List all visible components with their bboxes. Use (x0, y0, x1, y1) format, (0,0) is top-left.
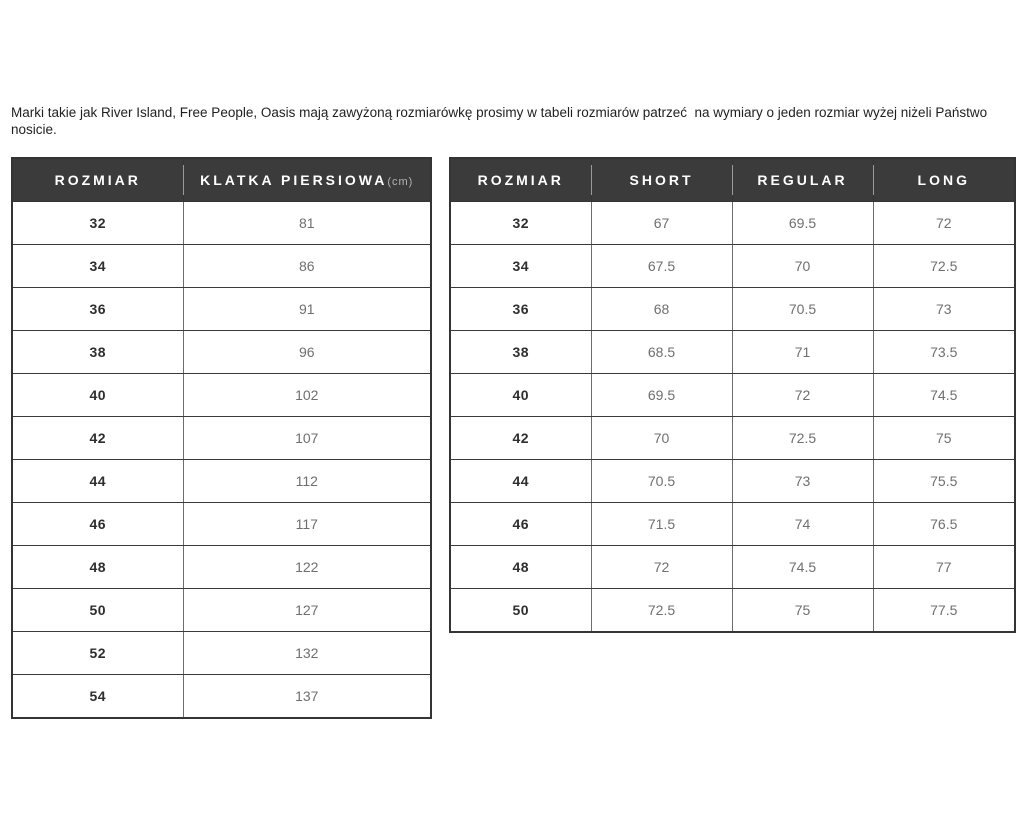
table-row (12, 460, 431, 503)
table-row (450, 245, 1015, 288)
chest-cell: 137 (183, 675, 431, 719)
table-row (12, 202, 431, 245)
header-short: SHORT (591, 158, 732, 202)
table-row (450, 460, 1015, 503)
regular-cell: 71 (732, 331, 873, 374)
chest-cell: 107 (183, 417, 431, 460)
length-table (449, 157, 1016, 633)
header-rozmiar: ROZMIAR (450, 158, 591, 202)
chest-cell: 102 (183, 374, 431, 417)
table-row (12, 589, 431, 632)
size-cell: 38 (450, 331, 591, 374)
chest-cell: 96 (183, 331, 431, 374)
long-cell: 77.5 (873, 589, 1015, 633)
size-cell: 42 (12, 417, 183, 460)
size-cell: 48 (12, 546, 183, 589)
short-cell: 69.5 (591, 374, 732, 417)
regular-cell: 69.5 (732, 202, 873, 245)
table-row (12, 288, 431, 331)
size-cell: 40 (12, 374, 183, 417)
header-long: LONG (873, 158, 1015, 202)
chest-cell: 127 (183, 589, 431, 632)
long-cell: 72.5 (873, 245, 1015, 288)
regular-cell: 74 (732, 503, 873, 546)
chest-cell: 117 (183, 503, 431, 546)
chest-cell: 91 (183, 288, 431, 331)
header-regular: REGULAR (732, 158, 873, 202)
size-cell: 54 (12, 675, 183, 719)
long-cell: 77 (873, 546, 1015, 589)
size-cell: 36 (450, 288, 591, 331)
short-cell: 70.5 (591, 460, 732, 503)
short-cell: 72.5 (591, 589, 732, 633)
regular-cell: 74.5 (732, 546, 873, 589)
table-row (12, 374, 431, 417)
table-row (12, 331, 431, 374)
short-cell: 70 (591, 417, 732, 460)
size-cell: 34 (450, 245, 591, 288)
size-chest-table (11, 157, 432, 719)
size-cell: 42 (450, 417, 591, 460)
table-row (450, 202, 1015, 245)
header-klatka-piersiowa (183, 158, 431, 202)
regular-cell: 72.5 (732, 417, 873, 460)
table-row (450, 331, 1015, 374)
regular-cell: 72 (732, 374, 873, 417)
short-cell: 68 (591, 288, 732, 331)
header-cm-unit: (cm) (387, 176, 414, 188)
chest-cell: 81 (183, 202, 431, 245)
header-klatka-piersiowa-label: KLATKA PIERSIOWA (200, 172, 388, 188)
table-header-row (450, 158, 1015, 202)
regular-cell: 70 (732, 245, 873, 288)
table-row (450, 288, 1015, 331)
table-row (12, 417, 431, 460)
table-row (12, 632, 431, 675)
table-row (12, 245, 431, 288)
header-rozmiar: ROZMIAR (12, 158, 183, 202)
chest-cell: 86 (183, 245, 431, 288)
regular-cell: 70.5 (732, 288, 873, 331)
long-cell: 73.5 (873, 331, 1015, 374)
short-cell: 67.5 (591, 245, 732, 288)
table-row (450, 546, 1015, 589)
table-row (12, 546, 431, 589)
table-row (450, 417, 1015, 460)
size-cell: 50 (450, 589, 591, 633)
chest-cell: 132 (183, 632, 431, 675)
regular-cell: 73 (732, 460, 873, 503)
sizing-note: Marki takie jak River Island, Free People, Oasis mają zawyżoną rozmiarówkę prosimy w tabeli rozmiarów patrzeć na wymiary o jeden rozmiar wyżej niżeli Państwo nosicie. (11, 105, 991, 137)
size-cell: 44 (450, 460, 591, 503)
short-cell: 67 (591, 202, 732, 245)
size-cell: 34 (12, 245, 183, 288)
size-cell: 40 (450, 374, 591, 417)
table-header-row (12, 158, 431, 202)
long-cell: 75.5 (873, 460, 1015, 503)
short-cell: 72 (591, 546, 732, 589)
chest-cell: 112 (183, 460, 431, 503)
short-cell: 71.5 (591, 503, 732, 546)
table-row (12, 503, 431, 546)
size-cell: 32 (450, 202, 591, 245)
size-tables-container (11, 157, 1016, 719)
long-cell: 74.5 (873, 374, 1015, 417)
size-cell: 46 (450, 503, 591, 546)
size-cell: 36 (12, 288, 183, 331)
size-cell: 52 (12, 632, 183, 675)
table-row (450, 503, 1015, 546)
size-cell: 50 (12, 589, 183, 632)
long-cell: 76.5 (873, 503, 1015, 546)
long-cell: 73 (873, 288, 1015, 331)
table-row (12, 675, 431, 719)
long-cell: 72 (873, 202, 1015, 245)
chest-cell: 122 (183, 546, 431, 589)
table-row (450, 374, 1015, 417)
size-cell: 32 (12, 202, 183, 245)
long-cell: 75 (873, 417, 1015, 460)
size-cell: 44 (12, 460, 183, 503)
regular-cell: 75 (732, 589, 873, 633)
table-row (450, 589, 1015, 633)
short-cell: 68.5 (591, 331, 732, 374)
size-cell: 48 (450, 546, 591, 589)
size-cell: 46 (12, 503, 183, 546)
size-cell: 38 (12, 331, 183, 374)
